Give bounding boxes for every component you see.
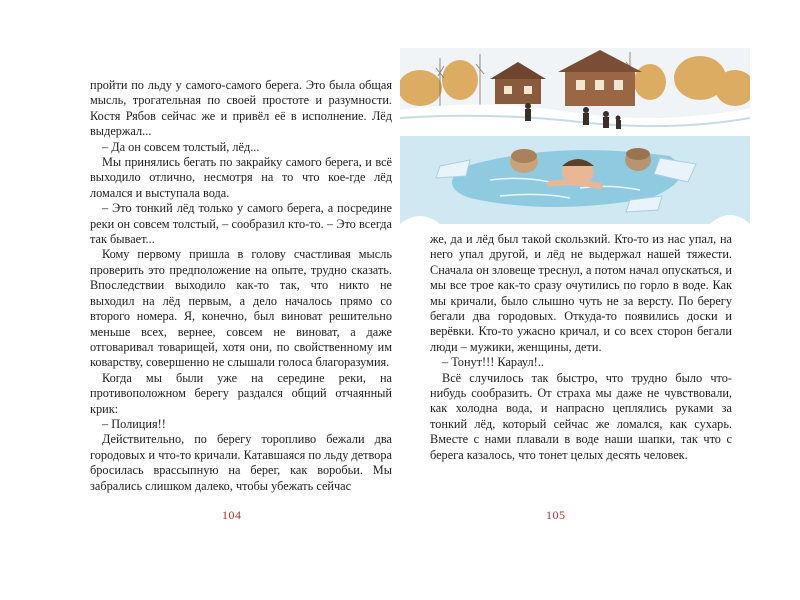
paragraph: – Тонут!!! Караул!.. [442, 355, 544, 370]
paragraph: Действительно, по берегу торопливо бежали два городовых и что-то кричали. Катавшаяся по льду детвора бросилась врассыпную на берег, как воробьи. Мы забрались слишком далеко, чтобы убежать сейчас [90, 432, 392, 493]
paragraph: – Это тонкий лёд только у самого берега, а посредине реки он совсем толстый, – сообразил кто-то. – Это всегда так бывает... [90, 201, 392, 247]
paragraph: пройти по льду у самого-самого берега. Это была общая мысль, трогательная по своей простоте и разумности. Костя Рябов сейчас же и привёл её в исполнение. Лёд выдержал... [90, 78, 392, 139]
paragraph: – Полиция!! [102, 416, 166, 431]
winter-river-illustration [400, 48, 750, 224]
left-page-text [90, 78, 392, 494]
paragraph: – Да он совсем толстый, лёд... [102, 139, 260, 154]
right-page-text [430, 232, 732, 463]
left-page [60, 0, 400, 560]
paragraph: Мы принялись бегать по закрайку самого берега, и всё выходило отлично, несмотря на то что кое-где лёд ломался и выступала вода. [90, 155, 392, 200]
illustration-drawing [400, 48, 750, 224]
page-number: 104 [222, 508, 242, 522]
page-number: 105 [546, 508, 566, 522]
paragraph: Кому первому пришла в голову счастливая мысль проверить это предположение на опыте, трудно сказать. Впоследствии выходило как-то так, что никто не выходил на лёд первым, а дело началось прямо со второго номера. Я, конечно, был виноват решительно меньше всех, вернее, совсем не виноват, а даже отговаривал товарищей, хотя они, по свойственному им коварству, совершенно не слышали голоса благоразумия. [90, 247, 392, 370]
right-page [400, 0, 750, 560]
paragraph: же, да и лёд был такой скользкий. Кто-то из нас упал, на него упал другой, и лёд не выдержал нашей тяжести. Сначала он зловеще треснул, а потом начал опускаться, и мы все трое как-то сразу очутились по горло в воде. Как мы кричали, было слышно чуть не за версту. По берегу бегали два городовых. Откуда-то появились доски и верёвки. Кто-то ужасно кричал, и со всех сторон бегали люди – мужики, женщины, дети. [430, 232, 732, 354]
paragraph: Когда мы были уже на середине реки, на противоположном берегу раздался общий отчаянный крик: [90, 370, 392, 416]
paragraph: Всё случилось так быстро, что трудно было что-нибудь сообразить. От страха мы даже не чувствовали, как холодна вода, и напрасно цеплялись руками за тонкий лёд, который сейчас же ломался, как сухарь. Вместе с нами плавали в воде наши шапки, так что с берега казалось, что тонет целых десять человек. [430, 370, 732, 462]
